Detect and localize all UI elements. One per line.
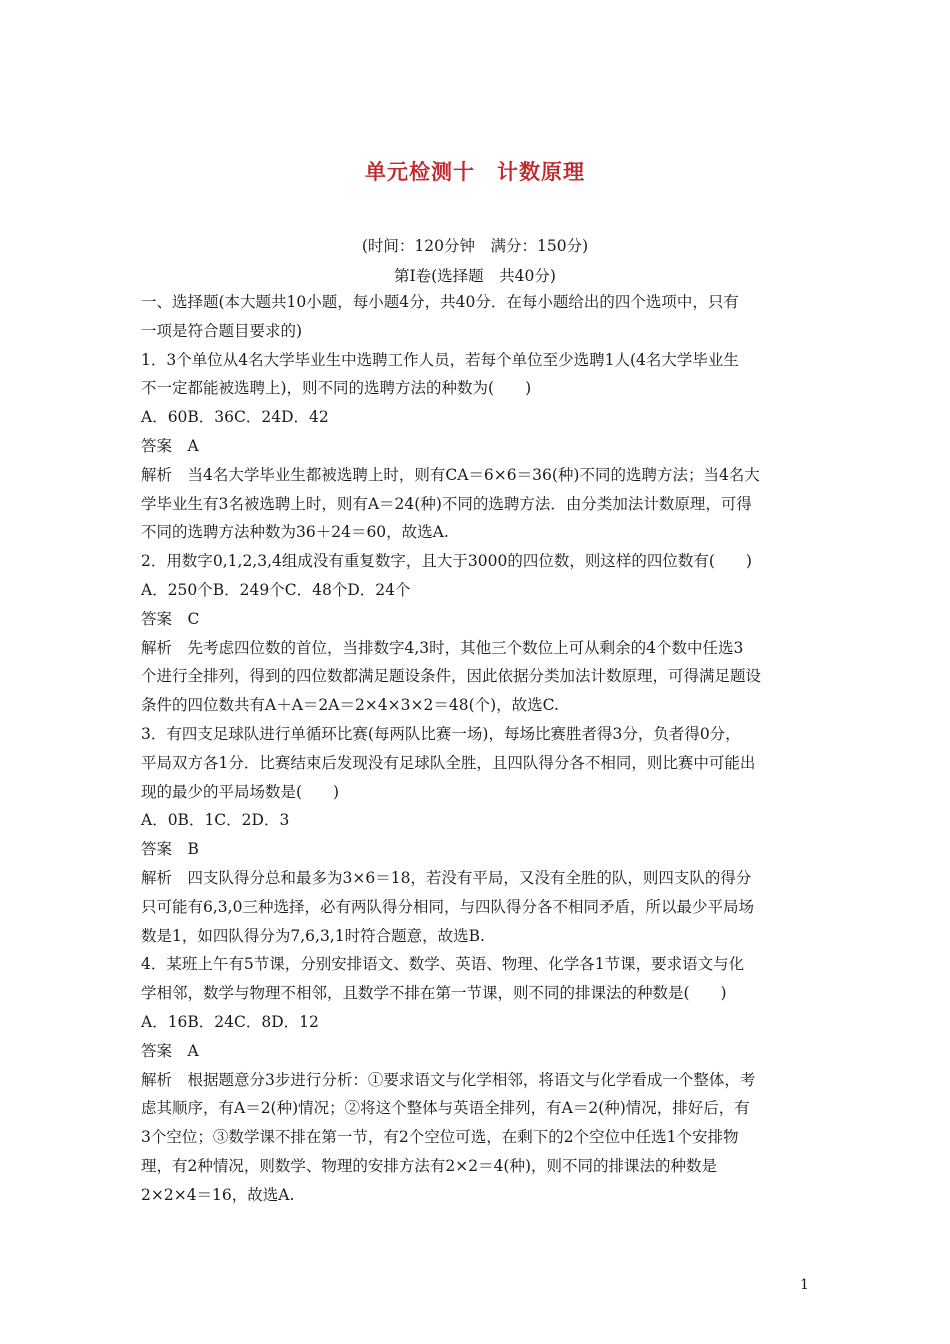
- text-line: 答案 A: [141, 1042, 199, 1060]
- text-line: 不一定都能被选聘上)，则不同的选聘方法的种数为( ): [141, 379, 532, 397]
- text-line: 解析 当4名大学毕业生都被选聘上时，则有CA＝6×6＝36(种)不同的选聘方法；当4名大: [141, 466, 760, 484]
- text-line: 2．用数字0,1,2,3,4组成没有重复数字，且大于3000的四位数，则这样的四位数有( ): [141, 552, 752, 570]
- text-line: 答案 A: [141, 437, 199, 455]
- text-line: 一、选择题(本大题共10小题，每小题4分，共40分．在每小题给出的四个选项中，只有: [141, 293, 739, 311]
- text-line: 理，有2种情况，则数学、物理的安排方法有2×2＝4(种)，则不同的排课法的种数是: [141, 1157, 718, 1175]
- text-line: 解析 根据题意分3步进行分析：①要求语文与化学相邻，将语文与化学看成一个整体，考: [141, 1071, 756, 1089]
- text-line: A．250个B．249个C．48个D．24个: [141, 581, 411, 599]
- text-line: 个进行全排列，得到的四位数都满足题设条件，因此依据分类加法计数原理，可得满足题设: [141, 667, 762, 685]
- text-line: 答案 C: [141, 610, 200, 628]
- text-line: A．16B．24C．8D．12: [141, 1013, 319, 1031]
- text-line: 一项是符合题目要求的): [141, 322, 303, 340]
- page-number: 1: [800, 1277, 809, 1293]
- text-line: 不同的选聘方法种数为36＋24＝60，故选A.: [141, 523, 449, 541]
- text-line: 2×2×4＝16，故选A.: [141, 1186, 295, 1204]
- text-line: 1．3个单位从4名大学毕业生中选聘工作人员，若每个单位至少选聘1人(4名大学毕业生: [141, 351, 739, 369]
- text-line: 4．某班上午有5节课，分别安排语文、数学、英语、物理、化学各1节课，要求语文与化: [141, 955, 745, 973]
- text-line: 3个空位；③数学课不排在第一节，有2个空位可选，在剩下的2个空位中任选1个安排物: [141, 1128, 739, 1146]
- document-title: 单元检测十 计数原理: [365, 160, 585, 184]
- text-line: 学毕业生有3名被选聘上时，则有A＝24(种)不同的选聘方法．由分类加法计数原理，可得: [141, 495, 752, 513]
- text-line: 只可能有6,3,0三种选择，必有两队得分相同，与四队得分各不相同矛盾，所以最少平局场: [141, 898, 754, 916]
- text-line: A．60B．36C．24D．42: [141, 408, 329, 426]
- text-line: 平局双方各1分．比赛结束后发现没有足球队全胜，且四队得分各不相同，则比赛中可能出: [141, 754, 756, 772]
- text-line: 答案 B: [141, 840, 199, 858]
- text-line: 条件的四位数共有A＋A＝2A＝2×4×3×2＝48(个)，故选C.: [141, 696, 559, 714]
- text-line: 学相邻，数学与物理不相邻，且数学不排在第一节课，则不同的排课法的种数是( ): [141, 984, 727, 1002]
- exam-meta: (时间：120分钟 满分：150分): [361, 237, 589, 255]
- section-heading: 第Ⅰ卷(选择题 共40分): [394, 267, 556, 285]
- text-line: 解析 四支队得分总和最多为3×6＝18，若没有平局，又没有全胜的队，则四支队的得分: [141, 869, 752, 887]
- text-line: 3．有四支足球队进行单循环比赛(每两队比赛一场)，每场比赛胜者得3分，负者得0分，: [141, 725, 741, 743]
- text-line: 数是1，如四队得分为7,6,3,1时符合题意，故选B.: [141, 927, 485, 945]
- text-line: 解析 先考虑四位数的首位，当排数字4,3时，其他三个数位上可从剩余的4个数中任选3: [141, 639, 744, 657]
- text-line: A．0B．1C．2D．3: [141, 811, 290, 829]
- text-line: 虑其顺序，有A＝2(种)情况；②将这个整体与英语全排列，有A＝2(种)情况，排好后，有: [141, 1099, 750, 1117]
- text-line: 现的最少的平局场数是( ): [141, 783, 340, 801]
